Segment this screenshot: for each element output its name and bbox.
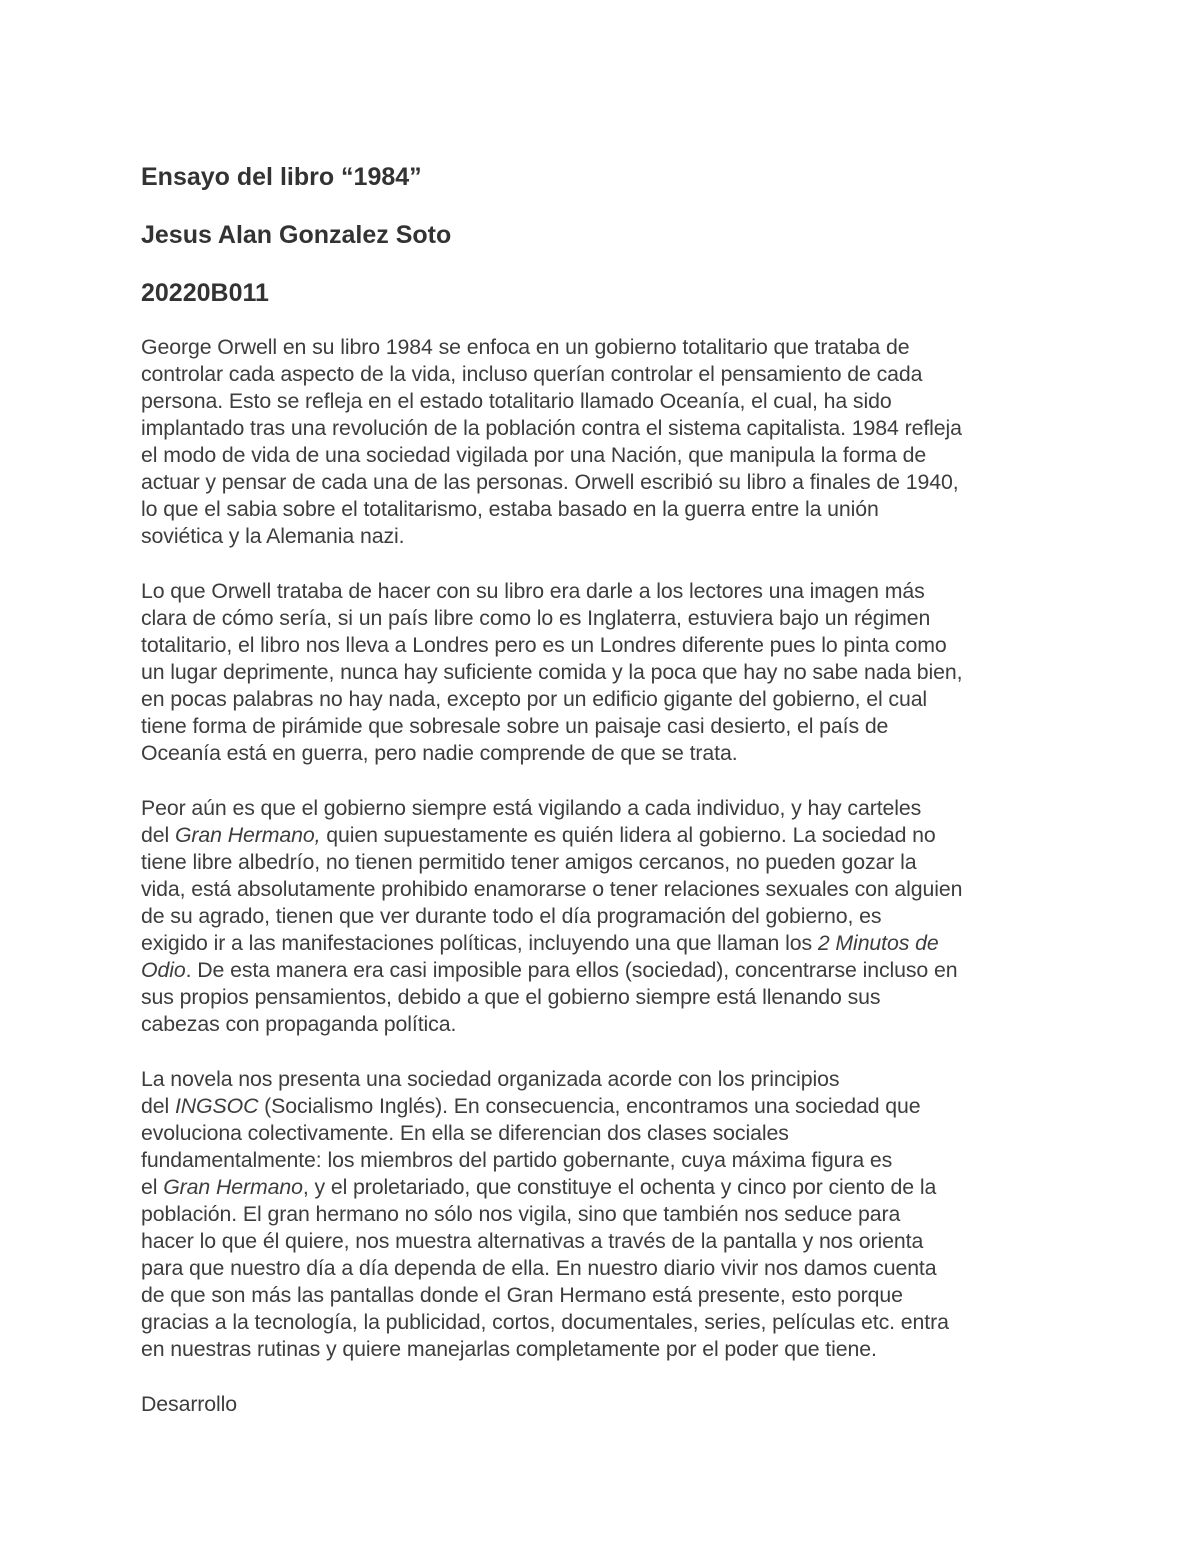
text-run: Oceanía está en guerra, pero nadie comprende de que se trata.	[141, 741, 738, 765]
document-body	[141, 162, 1066, 1446]
text-run: para que nuestro día a día dependa de ella. En nuestro diario vivir nos damos cuenta	[141, 1256, 937, 1280]
body-paragraph	[141, 795, 1066, 1038]
text-run: La novela nos presenta una sociedad organizada acorde con los principios	[141, 1067, 840, 1091]
text-run: gracias a la tecnología, la publicidad, cortos, documentales, series, películas etc. entra	[141, 1310, 949, 1334]
text-run: persona. Esto se refleja en el estado totalitario llamado Oceanía, el cual, ha sido	[141, 389, 892, 413]
essay-title: Ensayo del libro “1984”	[141, 163, 422, 191]
text-run: implantado tras una revolución de la población contra el sistema capitalista. 1984 refleja	[141, 416, 962, 440]
paragraph-line	[141, 361, 1066, 388]
text-run: de que son más las pantallas donde el Gran Hermano está presente, esto porque	[141, 1283, 903, 1307]
text-run: vida, está absolutamente prohibido enamorarse o tener relaciones sexuales con alguien	[141, 877, 963, 901]
text-run: quien supuestamente es quién lidera al gobierno. La sociedad no	[320, 823, 936, 847]
paragraphs-container	[141, 334, 1066, 1363]
text-run: población. El gran hermano no sólo nos vigila, sino que también nos seduce para	[141, 1202, 901, 1226]
text-run: clara de cómo sería, si un país libre como lo es Inglaterra, estuviera bajo un régimen	[141, 606, 931, 630]
text-run: tiene forma de pirámide que sobresale sobre un paisaje casi desierto, el país de	[141, 714, 889, 738]
paragraph-line	[141, 1201, 1066, 1228]
paragraph-line	[141, 713, 1066, 740]
text-run: evoluciona colectivamente. En ella se diferencian dos clases sociales	[141, 1121, 789, 1145]
text-run: Peor aún es que el gobierno siempre está vigilando a cada individuo, y hay carteles	[141, 796, 922, 820]
paragraph-line	[141, 984, 1066, 1011]
paragraph-line	[141, 1093, 1066, 1120]
text-run: actuar y pensar de cada una de las personas. Orwell escribió su libro a finales de 1940,	[141, 470, 959, 494]
text-run: el modo de vida de una sociedad vigilada por una Nación, que manipula la forma de	[141, 443, 927, 467]
paragraph-line	[141, 740, 1066, 767]
text-run: lo que el sabia sobre el totalitarismo, estaba basado en la guerra entre la unión	[141, 497, 879, 521]
paragraph-line	[141, 795, 1066, 822]
paragraph-line	[141, 957, 1066, 984]
paragraph-line	[141, 523, 1066, 550]
paragraph-line	[141, 930, 1066, 957]
paragraph-line	[141, 1282, 1066, 1309]
section-heading-desarrollo: Desarrollo	[141, 1392, 238, 1416]
paragraph-line	[141, 1066, 1066, 1093]
text-run: Lo que Orwell trataba de hacer con su libro era darle a los lectores una imagen más	[141, 579, 925, 603]
body-paragraph	[141, 578, 1066, 767]
text-run: del	[141, 1094, 175, 1118]
paragraph-line	[141, 1147, 1066, 1174]
paragraph-line	[141, 496, 1066, 523]
text-run: de su agrado, tienen que ver durante todo el día programación del gobierno, es	[141, 904, 882, 928]
text-run: soviética y la Alemania nazi.	[141, 524, 405, 548]
paragraph-line	[141, 822, 1066, 849]
paragraph-line	[141, 659, 1066, 686]
text-run: , y el proletariado, que constituye el ochenta y cinco por ciento de la	[302, 1175, 937, 1199]
paragraph-line	[141, 1336, 1066, 1363]
text-run: del	[141, 823, 175, 847]
paragraph-line	[141, 876, 1066, 903]
text-run: George Orwell en su libro 1984 se enfoca en un gobierno totalitario que trataba de	[141, 335, 910, 359]
body-paragraph	[141, 1066, 1066, 1363]
text-run: hacer lo que él quiere, nos muestra alternativas a través de la pantalla y nos orienta	[141, 1229, 924, 1253]
paragraph-line	[141, 1174, 1066, 1201]
paragraph-line	[141, 632, 1066, 659]
body-paragraph	[141, 334, 1066, 550]
text-run: fundamentalmente: los miembros del partido gobernante, cuya máxima figura es	[141, 1148, 893, 1172]
paragraph-line	[141, 578, 1066, 605]
italic-text-run: Gran Hermano	[163, 1175, 303, 1199]
student-id: 20220B011	[141, 279, 269, 307]
text-run: sus propios pensamientos, debido a que el gobierno siempre está llenando sus	[141, 985, 881, 1009]
italic-text-run: Odio	[141, 958, 186, 982]
text-run: en pocas palabras no hay nada, excepto por un edificio gigante del gobierno, el cual	[141, 687, 928, 711]
paragraph-line	[141, 1228, 1066, 1255]
paragraph-line	[141, 686, 1066, 713]
paragraph-line	[141, 605, 1066, 632]
text-run: en nuestras rutinas y quiere manejarlas completamente por el poder que tiene.	[141, 1337, 877, 1361]
paragraph-line	[141, 1011, 1066, 1038]
text-run: tiene libre albedrío, no tienen permitido tener amigos cercanos, no pueden gozar la	[141, 850, 917, 874]
paragraph-line	[141, 415, 1066, 442]
paragraph-line	[141, 334, 1066, 361]
italic-text-run: INGSOC	[174, 1094, 259, 1118]
paragraph-line	[141, 469, 1066, 496]
text-run: cabezas con propaganda política.	[141, 1012, 457, 1036]
paragraph-line	[141, 903, 1066, 930]
italic-text-run: Gran Hermano,	[174, 823, 321, 847]
paragraph-line	[141, 1120, 1066, 1147]
paragraph-line	[141, 442, 1066, 469]
text-run: controlar cada aspecto de la vida, incluso querían controlar el pensamiento de cada	[141, 362, 923, 386]
paragraph-line	[141, 1255, 1066, 1282]
paragraph-line	[141, 1309, 1066, 1336]
text-run: (Socialismo Inglés). En consecuencia, encontramos una sociedad que	[258, 1094, 921, 1118]
text-run: totalitario, el libro nos lleva a Londres pero es un Londres diferente pues lo pinta como	[141, 633, 947, 657]
author-name: Jesus Alan Gonzalez Soto	[141, 221, 452, 249]
paragraph-line	[141, 849, 1066, 876]
text-run: el	[141, 1175, 164, 1199]
paragraph-line	[141, 388, 1066, 415]
text-run: un lugar deprimente, nunca hay suficiente comida y la poca que hay no sabe nada bien,	[141, 660, 963, 684]
italic-text-run: 2 Minutos de	[817, 931, 939, 955]
text-run: exigido ir a las manifestaciones políticas, incluyendo una que llaman los	[141, 931, 818, 955]
text-run: . De esta manera era casi imposible para ellos (sociedad), concentrarse incluso en	[185, 958, 958, 982]
